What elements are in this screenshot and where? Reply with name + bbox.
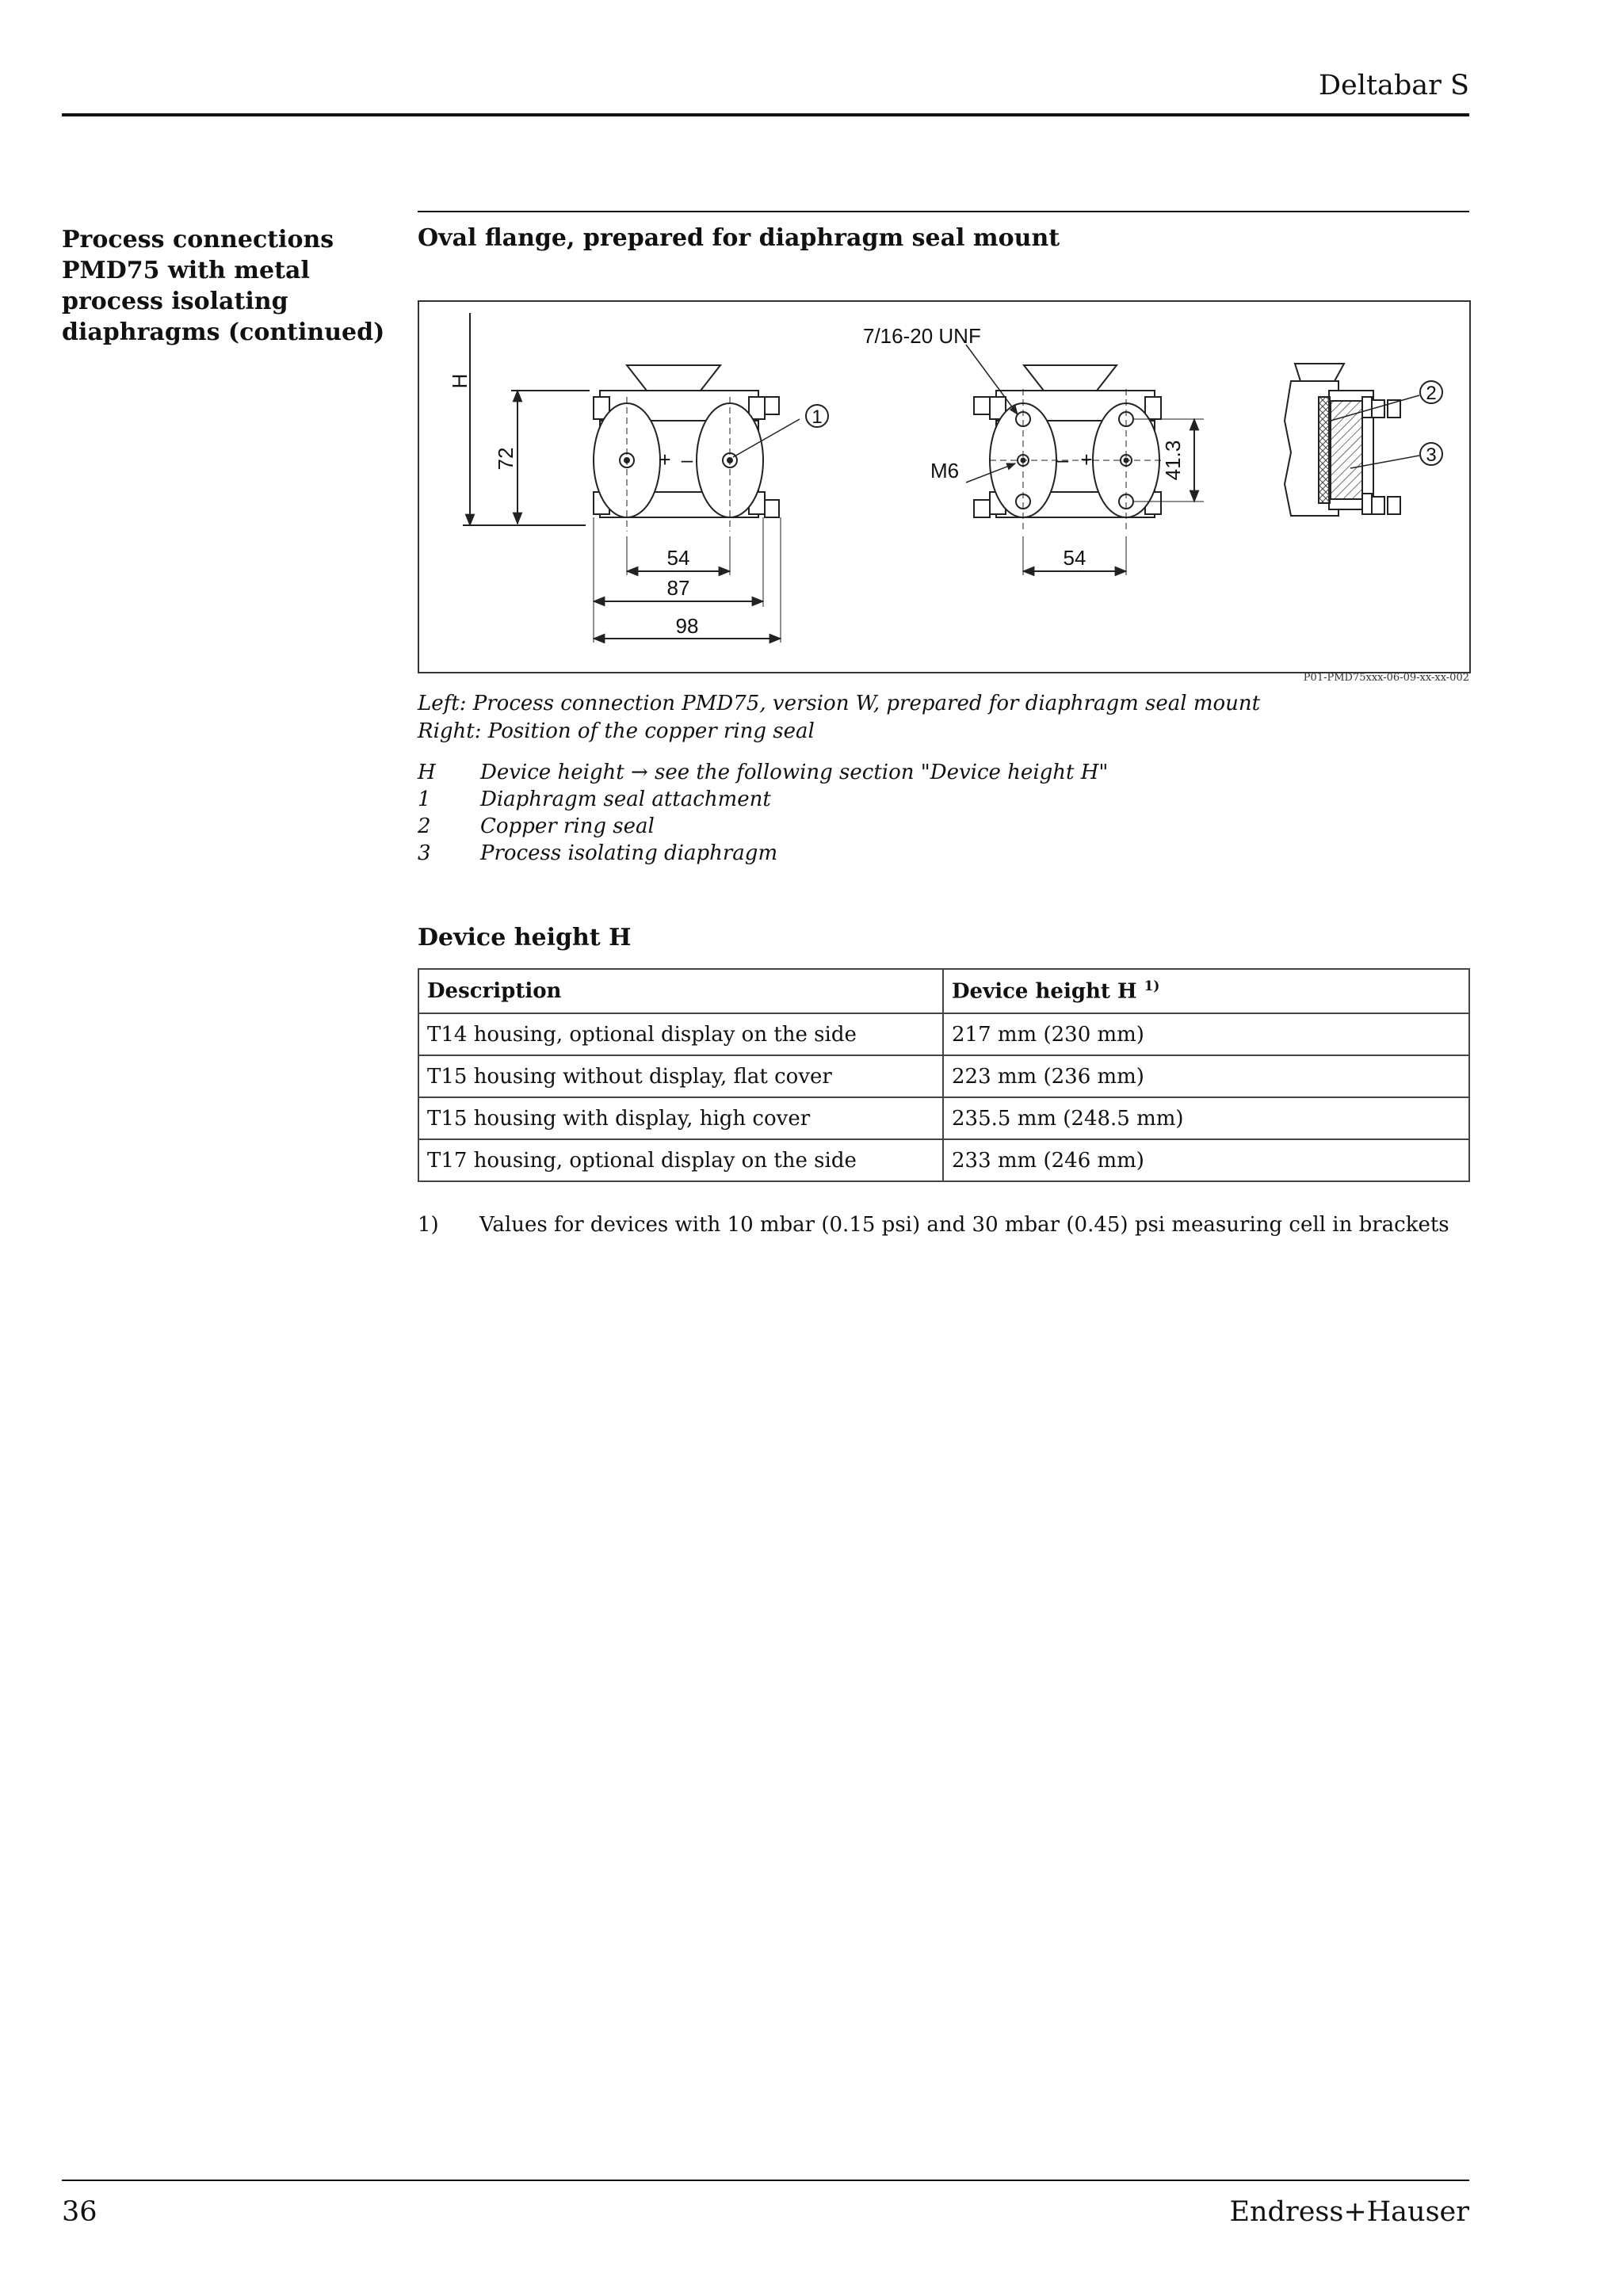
figure-title: Oval flange, prepared for diaphragm seal mount xyxy=(418,224,1060,252)
label-72: 72 xyxy=(494,447,517,471)
drawing-svg xyxy=(419,302,1469,672)
left-view xyxy=(463,313,828,643)
callout-2: 2 xyxy=(1426,383,1437,404)
page-number: 36 xyxy=(62,2196,97,2228)
footnote-number: 1) xyxy=(418,1213,439,1237)
label-minus-mid: – xyxy=(1056,448,1069,471)
label-41-3: 41.3 xyxy=(1161,440,1185,481)
cell-height: 233 mm (246 mm) xyxy=(943,1139,1469,1181)
callout-1: 1 xyxy=(812,406,823,428)
header-rule xyxy=(62,113,1469,116)
table-header-row xyxy=(418,969,1469,1013)
legend-key-h: H xyxy=(418,761,436,784)
cell-height: 223 mm (236 mm) xyxy=(943,1055,1469,1097)
footer-rule xyxy=(62,2180,1469,2181)
header-device-height xyxy=(943,969,1469,1013)
caption-right: Right: Position of the copper ring seal xyxy=(418,719,815,743)
section-rule xyxy=(418,211,1469,212)
table-row xyxy=(418,1097,1469,1139)
label-thread: 7/16-20 UNF xyxy=(863,324,981,348)
legend-text-h: Device height → see the following section "Device height H" xyxy=(480,761,1109,784)
cell-description: T17 housing, optional display on the side xyxy=(418,1139,943,1181)
right-view xyxy=(1285,364,1442,516)
legend-key-1: 1 xyxy=(418,788,431,811)
callout-3: 3 xyxy=(1426,444,1437,466)
label-h: H xyxy=(448,373,472,389)
legend-text-2: Copper ring seal xyxy=(480,814,655,838)
table-row xyxy=(418,1055,1469,1097)
label-98: 98 xyxy=(675,614,699,638)
legend-key-2: 2 xyxy=(418,814,431,838)
device-height-title: Device height H xyxy=(418,924,632,952)
running-header-title: Deltabar S xyxy=(1318,70,1469,101)
cell-description: T15 housing without display, flat cover xyxy=(418,1055,943,1097)
label-minus-left: – xyxy=(681,448,693,471)
label-plus-mid: + xyxy=(1080,448,1093,471)
label-87: 87 xyxy=(666,576,690,600)
footnote-text: Values for devices with 10 mbar (0.15 psi) and 30 mbar (0.45) psi measuring cell in brackets xyxy=(479,1213,1449,1237)
device-height-table xyxy=(418,968,1470,1182)
cell-description: T14 housing, optional display on the side xyxy=(418,1013,943,1055)
label-m6: M6 xyxy=(930,459,960,482)
label-54b: 54 xyxy=(1063,546,1086,570)
section-title: Process connections PMD75 with metal process isolating diaphragms (continued) xyxy=(62,226,385,346)
legend-text-1: Diaphragm seal attachment xyxy=(480,788,771,811)
label-plus-left: + xyxy=(659,448,671,471)
figure-id: P01-PMD75xxx-06-09-xx-xx-002 xyxy=(1303,672,1469,684)
cell-height: 217 mm (230 mm) xyxy=(943,1013,1469,1055)
table-row xyxy=(418,1139,1469,1181)
caption-left: Left: Process connection PMD75, version W, prepared for diaphragm seal mount xyxy=(418,692,1261,715)
technical-drawing xyxy=(418,300,1471,673)
label-54: 54 xyxy=(666,546,690,570)
cell-height: 235.5 mm (248.5 mm) xyxy=(943,1097,1469,1139)
footnote-ref: 1) xyxy=(1144,978,1160,995)
header-device-height-label: Device height H xyxy=(952,979,1137,1004)
cell-description: T15 housing with display, high cover xyxy=(418,1097,943,1139)
header-description: Description xyxy=(418,969,943,1013)
legend-key-3: 3 xyxy=(418,841,431,865)
footer-brand: Endress+Hauser xyxy=(1229,2196,1469,2228)
legend-text-3: Process isolating diaphragm xyxy=(480,841,778,865)
table-row xyxy=(418,1013,1469,1055)
